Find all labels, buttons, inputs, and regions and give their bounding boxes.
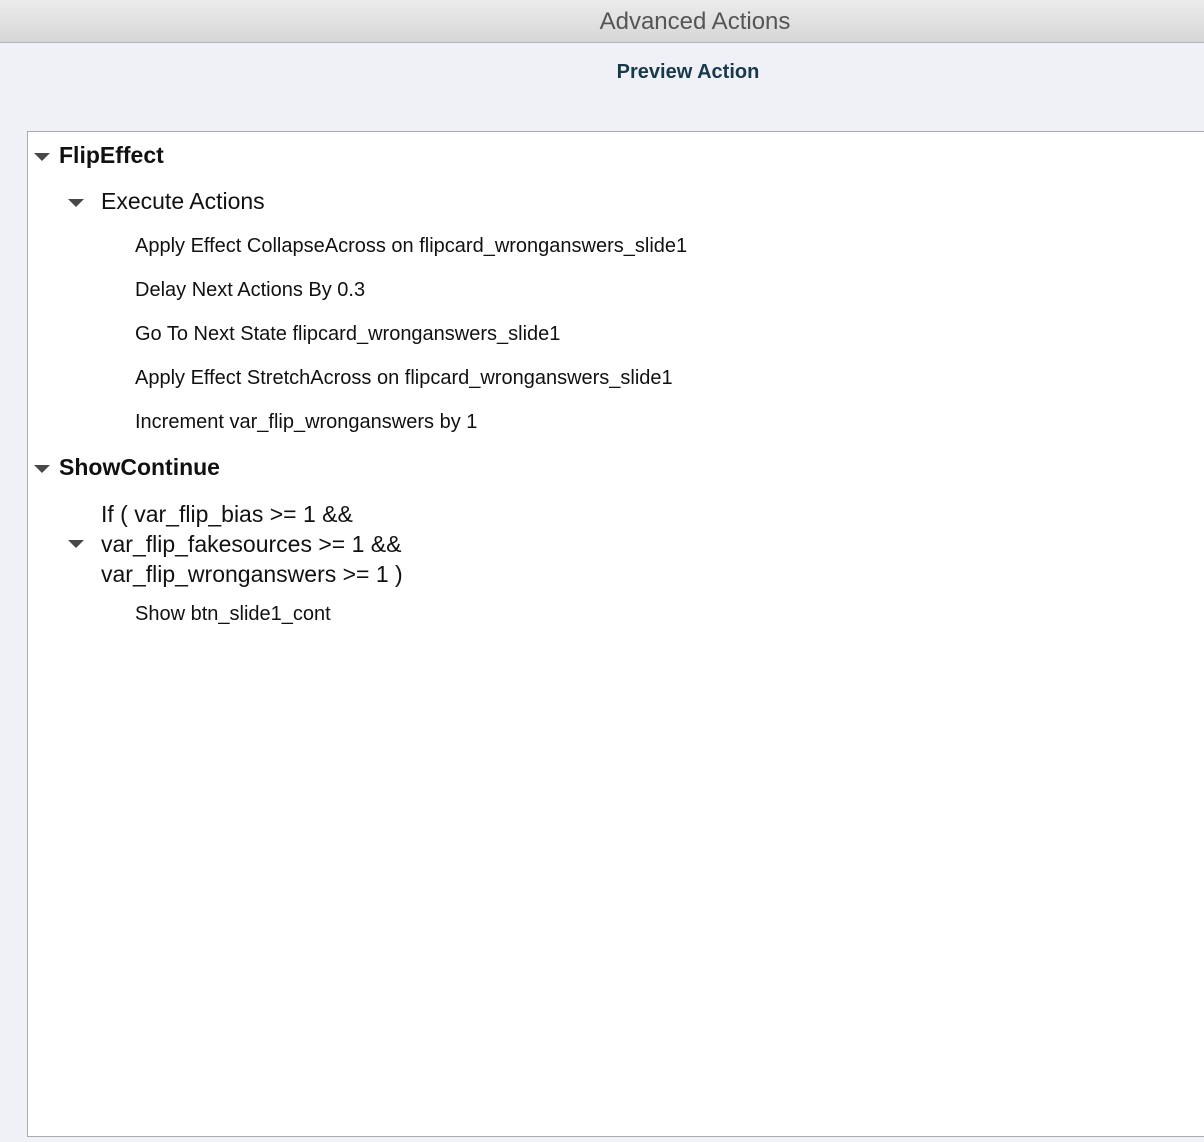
action-item[interactable]: Show btn_slide1_cont	[135, 603, 331, 625]
window-titlebar	[0, 0, 1204, 43]
action-item[interactable]: Delay Next Actions By 0.3	[135, 279, 366, 301]
preview-tree-panel[interactable]	[27, 131, 1204, 1137]
condition-line: var_flip_fakesources >= 1 &&	[101, 531, 402, 557]
action-item[interactable]: Apply Effect StretchAcross on flipcard_wronganswers_slide1	[135, 367, 673, 389]
tree-node-showcontinue[interactable]: ShowContinue	[59, 454, 220, 480]
condition-line: If ( var_flip_bias >= 1 &&	[101, 501, 353, 527]
condition-line: var_flip_wronganswers >= 1 )	[101, 561, 403, 587]
tree-node-flipeffect[interactable]: FlipEffect	[59, 142, 164, 168]
tree-node-execute-actions[interactable]: Execute Actions	[101, 188, 265, 214]
action-item[interactable]: Apply Effect CollapseAcross on flipcard_wronganswers_slide1	[135, 235, 688, 257]
expand-showcontinue-icon[interactable]	[34, 465, 50, 473]
expand-condition-icon[interactable]	[68, 540, 84, 548]
tree-node-condition[interactable]	[101, 499, 403, 589]
action-item[interactable]: Go To Next State flipcard_wronganswers_slide1	[135, 323, 561, 345]
action-item[interactable]: Increment var_flip_wronganswers by 1	[135, 411, 478, 433]
expand-execute-actions-icon[interactable]	[68, 199, 84, 207]
window-title: Advanced Actions	[599, 8, 791, 35]
preview-action-heading: Preview Action	[616, 61, 760, 83]
expand-flipeffect-icon[interactable]	[34, 153, 50, 161]
